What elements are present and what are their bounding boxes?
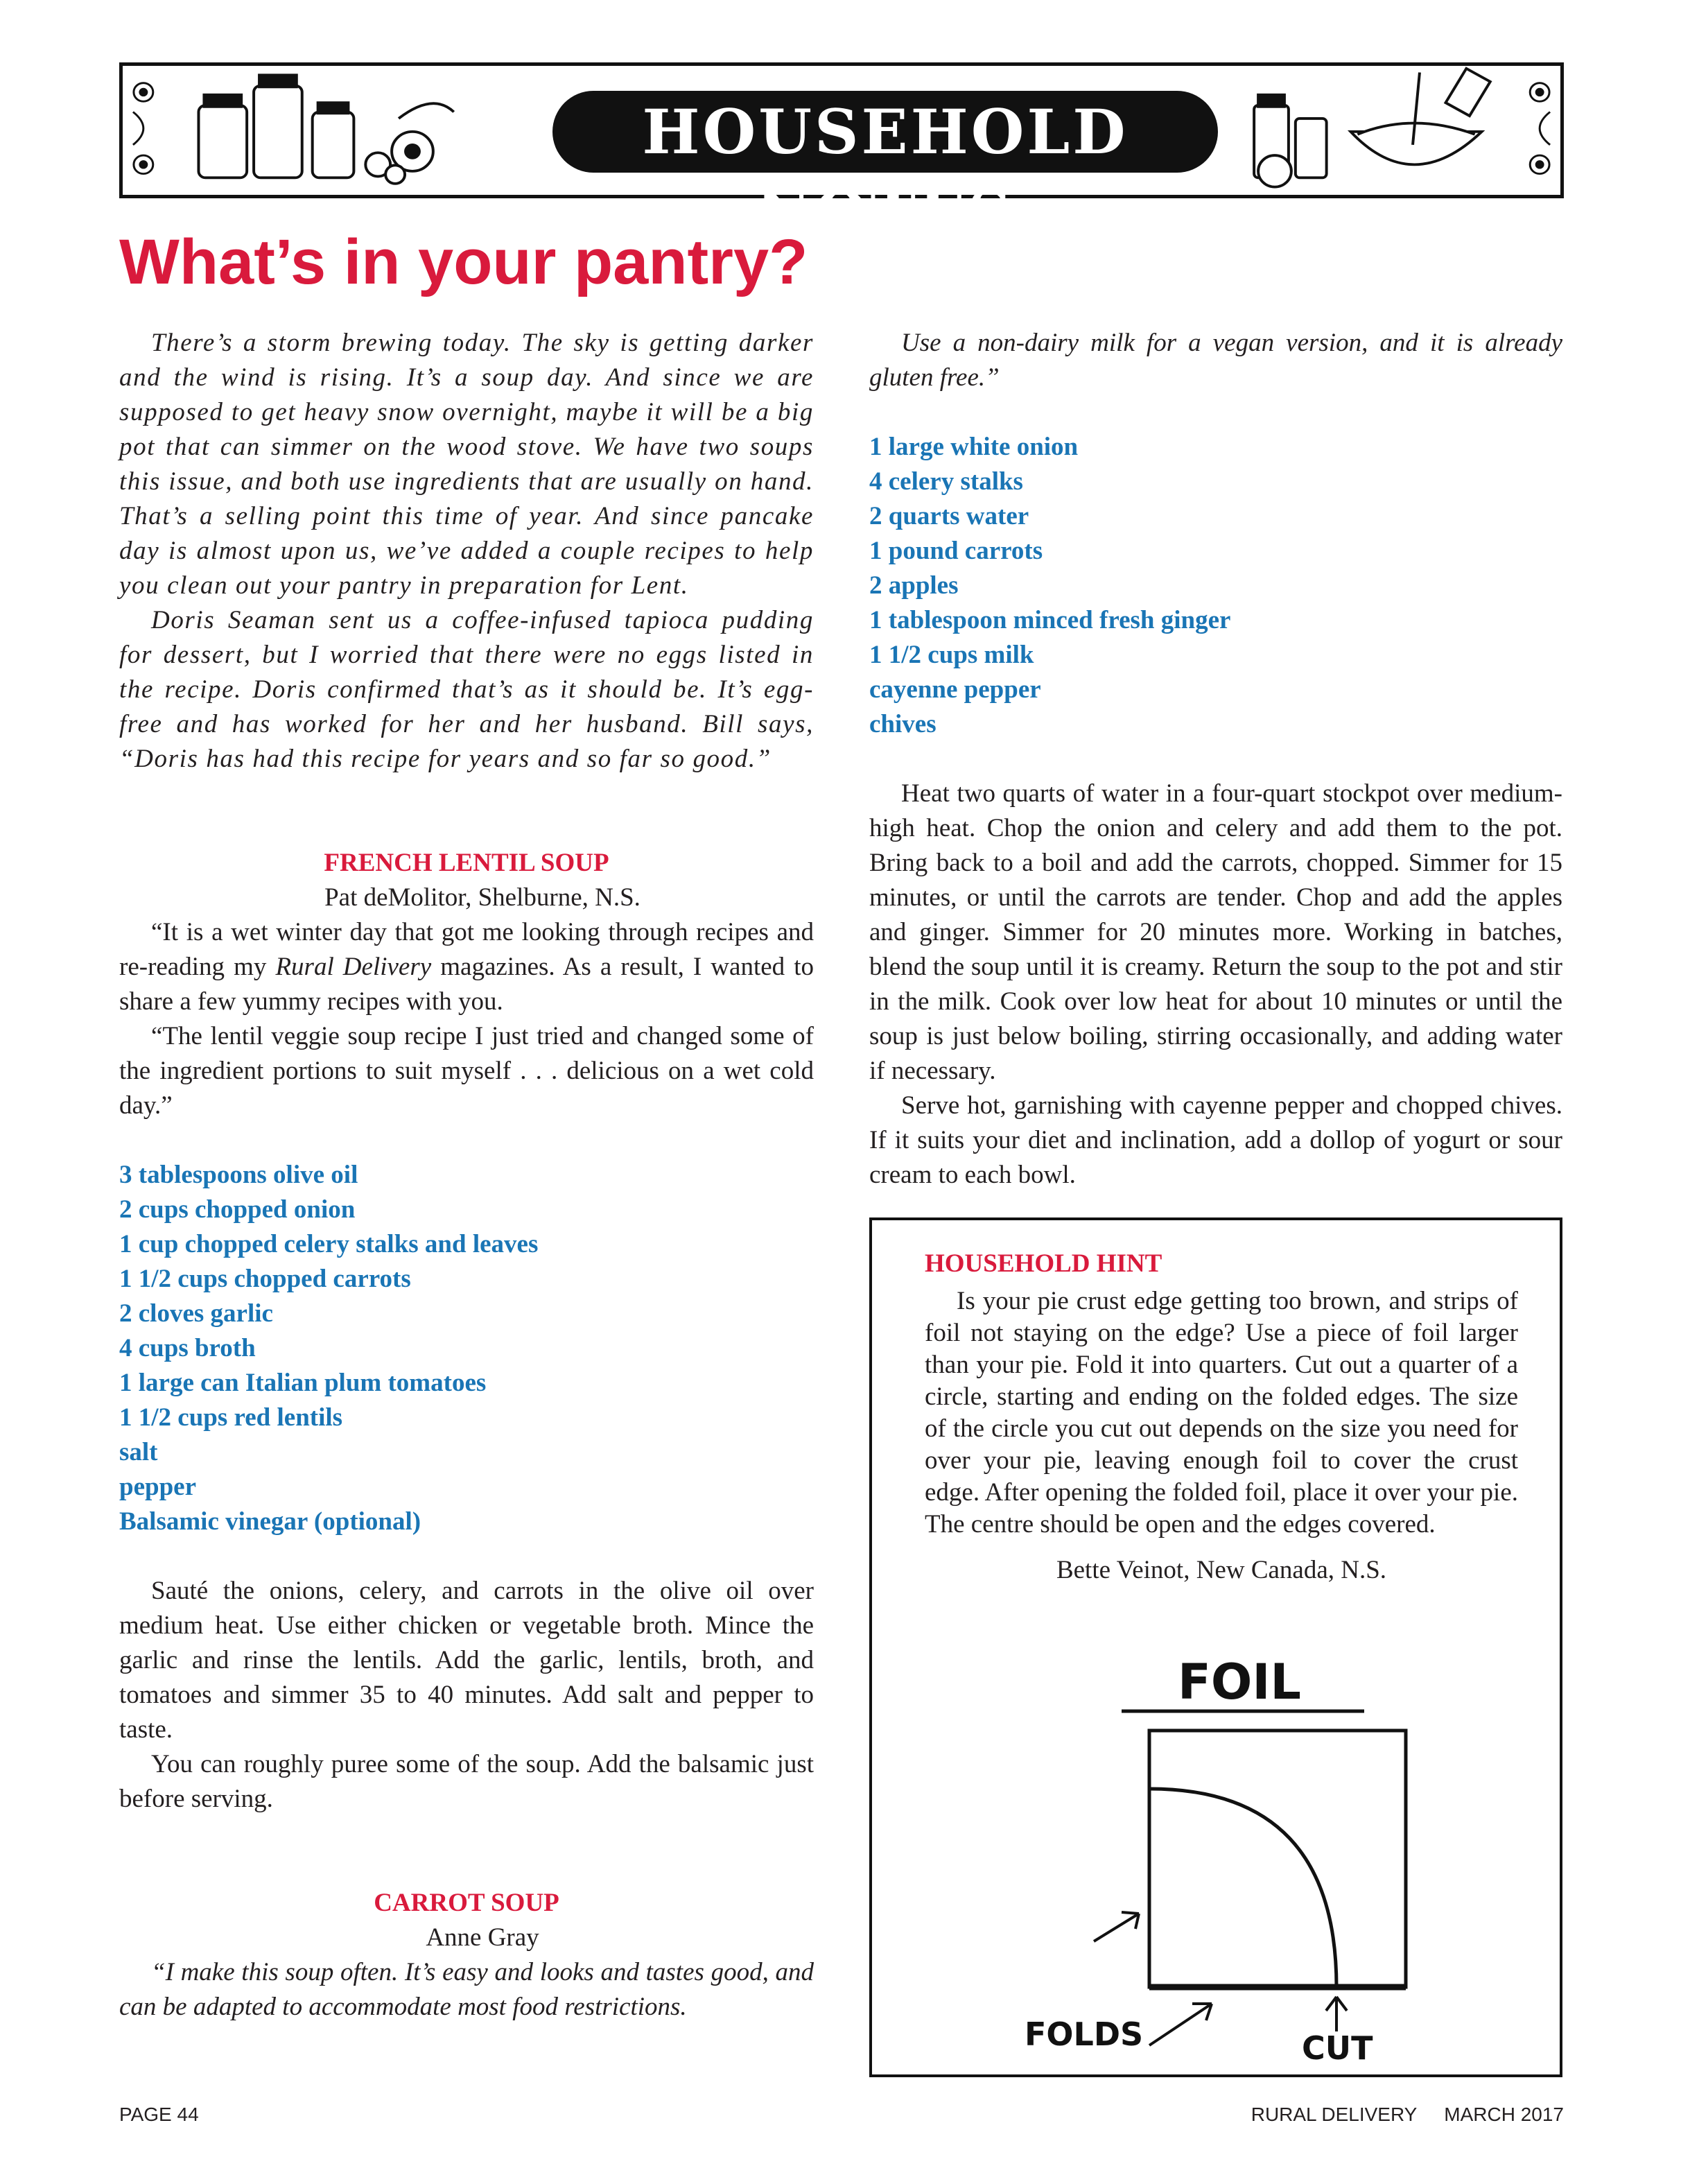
ingredient-item: 4 cups broth	[119, 1334, 256, 1362]
ingredient-item: 2 cloves garlic	[119, 1299, 273, 1328]
recipe-directions: Serve hot, garnishing with cayenne pepper and chopped chives. If it suits your diet and inclination, add a dollop of yogurt or sour cream to each bowl.	[869, 1091, 1562, 1189]
recipe-quote: “The lentil veggie soup recipe I just tried and changed some of the ingredient portions to suit myself . . . delicious on a wet cold day.”	[119, 1022, 814, 1120]
left-column	[119, 326, 814, 2025]
fold-arrow-icon	[1149, 2004, 1212, 2045]
household-hint-box	[869, 1217, 1562, 2077]
ingredient-item: 1 large white onion	[869, 433, 1079, 461]
ingredient-item: 4 celery stalks	[869, 467, 1023, 496]
ingredient-list	[869, 430, 1562, 742]
magazine-title: Rural Delivery	[275, 953, 432, 981]
intro-paragraph: Doris Seaman sent us a coffee-infused tapioca pudding for dessert, but I worried that there were no eggs listed in the recipe. Doris confirmed that’s as it should be. It’s egg-free and has worked for her and her husband. Bill says, “Doris has had this recipe for years and so far so good.”	[119, 606, 814, 773]
intro-paragraph: There’s a storm brewing today. The sky is getting darker and the wind is rising. It’s a soup day. And since we are supposed to get heavy snow overnight, maybe it will be a big pot that can simmer on the wood stove. We have two soups this issue, and both use ingredients that are usually on hand. That’s a selling point this time of year. And since pancake day is almost upon us, we’ve added a couple recipes to help you clean out your pantry in preparation for Lent.	[119, 329, 814, 600]
ingredient-item: 1 tablespoon minced fresh ginger	[869, 606, 1231, 634]
flower-ornament-right	[1530, 83, 1550, 174]
publication-name: RURAL DELIVERY	[1251, 2104, 1418, 2125]
ingredient-item: 1 cup chopped celery stalks and leaves	[119, 1230, 539, 1258]
recipe-byline: Anne Gray	[426, 1923, 539, 1952]
ingredient-item: 2 cups chopped onion	[119, 1195, 356, 1224]
ingredient-item: 3 tablespoons olive oil	[119, 1161, 358, 1189]
mixing-bowl-icon	[1254, 69, 1490, 187]
flower-ornament-left	[133, 83, 153, 174]
cut-label: CUT	[1302, 2029, 1373, 2067]
page-number: PAGE 44	[119, 2104, 199, 2125]
recipe-quote: “I make this soup often. It’s easy and looks and tastes good, and can be adapted to accommodate most food restrictions.	[119, 1958, 814, 2021]
recipe-title: CARROT SOUP	[374, 1889, 559, 1917]
recipe-directions: Heat two quarts of water in a four-quart stockpot over medium-high heat. Chop the onion and celery and add them to the pot. Bring back to a boil and add the carrots, chopped. Simmer for 15 minutes, or until the carrots are tender. Chop and add the apples and ginger. Simmer for 20 minutes more. Working in batches, blend the soup until it is creamy. Return the soup to the pot and stir in the milk. Cook over low heat for about 10 minutes or until the soup is just below boiling, stirring occasionally, and adding water if necessary.	[869, 779, 1562, 1085]
jars-left-icon	[198, 75, 453, 184]
recipe-quote: “It is a wet winter day that got me looking through recipes and re-reading my Rural Delivery magazines. As a result, I wanted to share a few yummy recipes with you.	[119, 918, 814, 1016]
recipe-directions: You can roughly puree some of the soup. Add the balsamic just before serving.	[119, 1750, 814, 1813]
hint-text: Is your pie crust edge getting too brown, and strips of foil not staying on the edge? Use a piece of foil larger than your pie. Fold it into quarters. Cut out a quarter of a circle, starting and ending on the folded edges. The size of the circle you cut out depends on the size you need for over your pie, leaving enough foil to cover the crust edge. After opening the folded foil, place it over your pie. The centre should be open and the edges covered.	[925, 1287, 1518, 1539]
masthead-banner	[119, 62, 1564, 250]
section-title: HOUSEHOLD NOTES	[552, 91, 1218, 173]
hint-title: HOUSEHOLD HINT	[925, 1249, 1162, 1278]
foil-square	[1149, 1731, 1406, 1987]
ingredient-item: pepper	[119, 1473, 196, 1501]
recipe-byline: Pat deMolitor, Shelburne, N.S.	[324, 883, 641, 912]
ingredient-item: 1 large can Italian plum tomatoes	[119, 1369, 487, 1397]
ingredient-item: 1 1/2 cups milk	[869, 641, 1034, 669]
ingredient-item: 2 quarts water	[869, 502, 1029, 530]
recipe-directions: Sauté the onions, celery, and carrots in the olive oil over medium heat. Use either chicken or vegetable broth. Mince the garlic and rinse the lentils. Add the garlic, lentils, broth, and tomatoes and simmer 35 to 40 minutes. Add salt and pepper to taste.	[119, 1577, 814, 1744]
ingredient-item: salt	[119, 1438, 158, 1466]
hint-author: Bette Veinot, New Canada, N.S.	[1056, 1556, 1387, 1584]
foil-label: FOIL	[1178, 1654, 1301, 1710]
ingredient-item: cayenne pepper	[869, 675, 1041, 704]
ingredient-item: 1 1/2 cups chopped carrots	[119, 1265, 411, 1293]
ingredient-list	[119, 1158, 814, 1539]
issue-date: MARCH 2017	[1444, 2104, 1564, 2125]
ingredient-item: 2 apples	[869, 571, 959, 600]
right-column	[869, 326, 1562, 1193]
article-headline: What’s in your pantry?	[119, 227, 808, 297]
ingredient-item: 1 pound carrots	[869, 537, 1043, 565]
ingredient-item: chives	[869, 710, 937, 738]
cut-curve	[1149, 1789, 1336, 1987]
foil-diagram	[976, 1654, 1503, 2067]
ingredient-item: Balsamic vinegar (optional)	[119, 1507, 421, 1536]
folds-label: FOLDS	[1025, 2016, 1144, 2053]
fold-arrow-icon	[1094, 1912, 1139, 1941]
ingredient-item: 1 1/2 cups red lentils	[119, 1403, 343, 1432]
cut-arrow-icon	[1326, 1997, 1347, 2031]
recipe-quote-continued: Use a non-dairy milk for a vegan version, and it is already gluten free.”	[869, 329, 1562, 392]
publication-info	[1227, 2104, 1564, 2126]
recipe-title: FRENCH LENTIL SOUP	[324, 849, 609, 877]
